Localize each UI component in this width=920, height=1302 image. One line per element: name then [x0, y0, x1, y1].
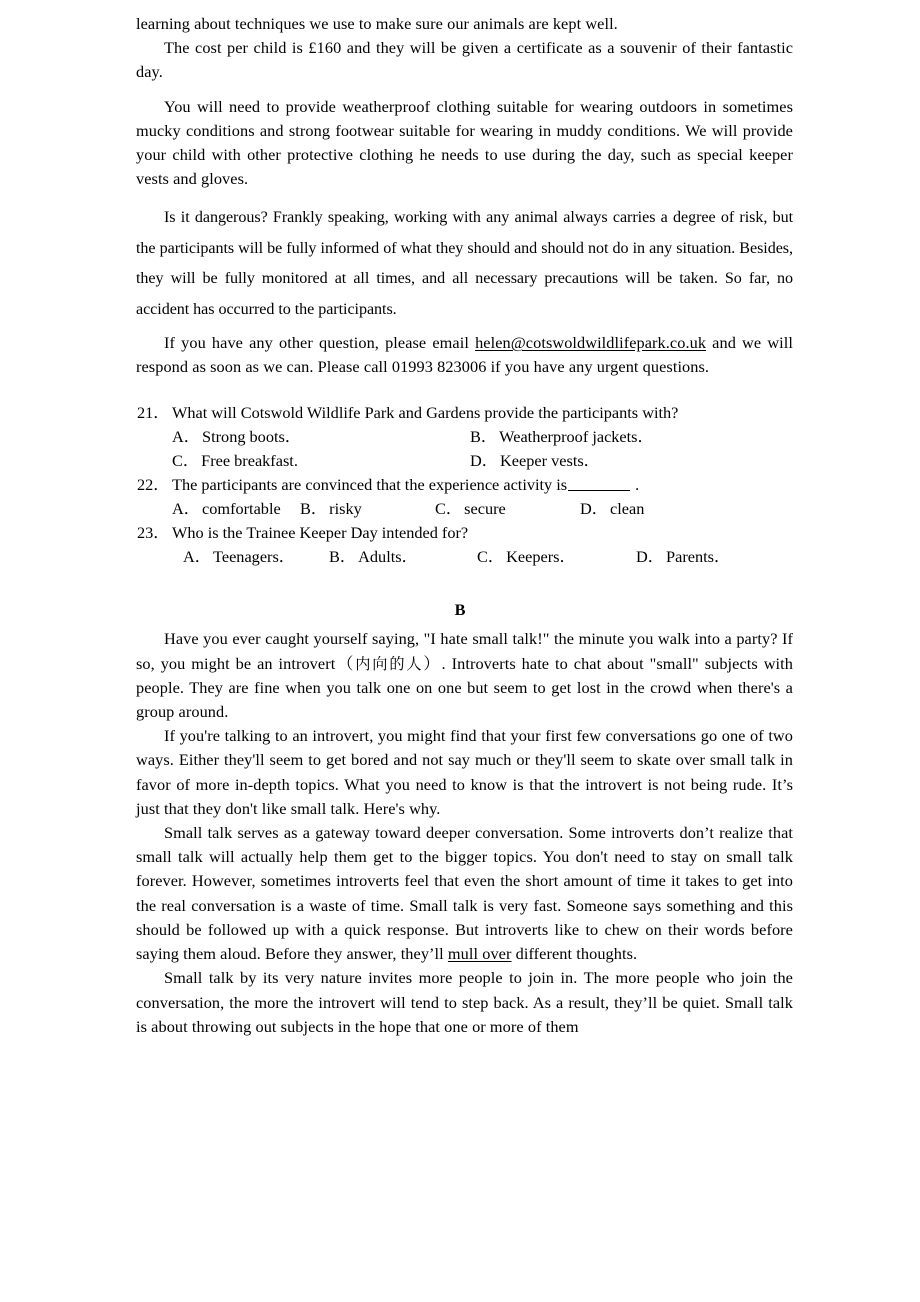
option-letter-c: C． [477, 547, 505, 567]
option-letter-c: C． [435, 499, 463, 519]
question-23-option-d[interactable] [636, 545, 730, 569]
passage-b-paragraph-4: Small talk by its very nature invites more people to join in. The more people who join the conversation, the more the introvert will tend to step back. As a result, they’ll be quiet. Small talk is about throwing out subjects in the hope that one or more of them [136, 968, 793, 1036]
question-23-stem-text: Who is the Trainee Keeper Day intended for? [172, 523, 469, 543]
passage-b-chinese-gloss: 内向的人 [355, 654, 424, 673]
option-text-d: clean [610, 499, 645, 519]
passage-a-danger-paragraph: Is it dangerous? Frankly speaking, working with any animal always carries a degree of risk, but the participants will be fully informed of what they should and should not do in any situation. Besides, they will be fully monitored at all times, and all necessary precautions will be taken. So far, no accident has occurred to the participants. [136, 209, 793, 318]
option-letter-d: D． [636, 547, 665, 567]
question-23-number: 23． [137, 523, 170, 543]
option-text-d: Keeper vests． [500, 451, 600, 471]
paragraph-gap [136, 191, 793, 203]
passage-a-paragraph-2: The cost per child is £160 and they will be given a certificate as a souvenir of their fantastic day. [136, 38, 793, 82]
question-22-option-b[interactable] [300, 497, 435, 521]
option-letter-d: D． [580, 499, 609, 519]
option-letter-a: A． [183, 547, 212, 567]
top-spacer [136, 0, 793, 12]
question-21-option-b[interactable] [470, 425, 654, 449]
option-letter-c: C． [172, 451, 200, 471]
option-text-a: Teenagers． [213, 547, 296, 567]
question-21-option-a[interactable] [172, 425, 470, 449]
passage-b-p3-after-phrase: different thoughts. [511, 944, 638, 964]
question-23-option-a[interactable] [183, 545, 329, 569]
question-21-stem [136, 401, 793, 425]
question-21-option-row-1 [136, 425, 793, 449]
passage-b-p1-before-gloss: Have you ever caught yourself saying, "I hate small talk!" the minute you walk into a party? If so, you might be an introvert（ [136, 629, 793, 673]
question-21-option-c[interactable] [172, 449, 470, 473]
section-gap [136, 569, 793, 599]
question-22-option-d[interactable] [580, 497, 644, 521]
option-text-b: Adults． [358, 547, 418, 567]
option-text-a: comfortable [202, 499, 281, 519]
passage-b-underlined-phrase: mull over [447, 944, 512, 964]
contact-email-link[interactable]: helen@cotswoldwildlifepark.co.uk [475, 333, 707, 353]
contact-text-before-email: If you have any other question, please email [164, 333, 476, 353]
question-22-stem [136, 473, 793, 497]
option-letter-b: B． [300, 499, 328, 519]
passage-b-paragraph-1 [136, 627, 793, 724]
option-letter-b: B． [470, 427, 498, 447]
question-21-stem-text: What will Cotswold Wildlife Park and Gardens provide the participants with? [172, 403, 679, 423]
contact-text-after-email: and we will respond as soon as we can. Please call 01993 823006 if you have any urgent questions. [136, 333, 793, 377]
passage-a-paragraph-1: learning about techniques we use to make sure our animals are kept well. [136, 14, 618, 33]
option-text-c: Free breakfast. [201, 451, 298, 471]
option-text-b: risky [329, 499, 362, 519]
question-23-option-b[interactable] [329, 545, 477, 569]
paragraph-gap [136, 85, 793, 95]
option-text-d: Parents． [666, 547, 731, 567]
document-page [136, 0, 793, 1302]
question-23-option-c[interactable] [477, 545, 636, 569]
option-letter-a: A． [172, 427, 201, 447]
questions-gap [136, 379, 793, 401]
question-22-stem-text-before-blank: The participants are convinced that the experience activity is [172, 475, 568, 495]
option-letter-a: A． [172, 499, 201, 519]
question-21-option-d[interactable] [470, 449, 600, 473]
option-text-c: secure [464, 499, 506, 519]
passage-b-p3-before-phrase: Small talk serves as a gateway toward deeper conversation. Some introverts don’t realize that small talk will actually help them get to the bigger topics. You don't need to stay on small talk forever. However, sometimes introverts feel that even the short amount of time it takes to get into the real conversation is a waste of time. Small talk is very fast. Someone says something and this should be followed up with a quick response. But introverts like to chew on their words before saying them aloud. Before they answer, they’ll [136, 823, 793, 964]
question-22-answer-blank[interactable] [568, 490, 630, 491]
option-text-c: Keepers． [506, 547, 576, 567]
option-letter-b: B． [329, 547, 357, 567]
question-23 [136, 521, 793, 569]
passage-b-p1-after-gloss: ）. Introverts hate to chat about "small" subjects with people. They are fine when you talk one on one but seem to get lost in the crowd when there's a group around. [136, 653, 793, 722]
question-22-option-c[interactable] [435, 497, 580, 521]
question-22 [136, 473, 793, 521]
question-22-option-row [136, 497, 793, 521]
passage-a-contact-paragraph [136, 331, 793, 379]
passage-b-heading: B [454, 600, 466, 620]
question-21-option-row-2 [136, 449, 793, 473]
passage-b-paragraph-2: If you're talking to an introvert, you might find that your first few conversations go one of two ways. Either they'll seem to get bored and not say much or they'll seem to skate over small talk in favor of more in-depth topics. What you need to know is that the introvert is not being rude. It’s just that they don't like small talk. Here's why. [136, 726, 793, 818]
option-text-a: Strong boots． [202, 427, 302, 447]
question-22-option-a[interactable] [172, 497, 300, 521]
question-23-option-row [136, 545, 793, 569]
question-22-number: 22． [137, 475, 170, 495]
question-21 [136, 401, 793, 473]
option-text-b: Weatherproof jackets． [499, 427, 654, 447]
option-letter-d: D． [470, 451, 499, 471]
question-23-stem [136, 521, 793, 545]
passage-b-paragraph-3 [136, 821, 793, 966]
question-21-number: 21． [137, 403, 170, 423]
passage-a-paragraph-3: You will need to provide weatherproof clothing suitable for wearing outdoors in sometimes mucky conditions and strong footwear suitable for wearing in muddy conditions. We will provide your child with other protective clothing he needs to use during the day, such as special keeper vests and gloves. [136, 96, 793, 189]
question-block [136, 401, 793, 569]
question-22-stem-text-after-blank: . [631, 475, 640, 495]
